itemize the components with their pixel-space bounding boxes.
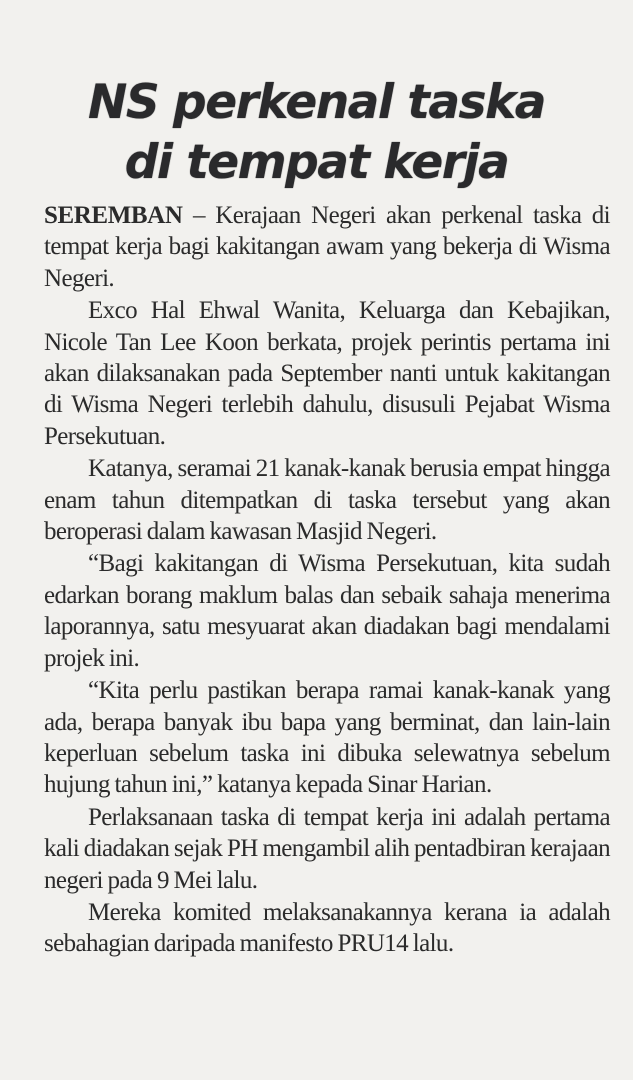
paragraph-3: Katanya, seramai 21 kanak-kanak berusia empat hingga enam tahun ditempatkan di taska tersebut yang akan beroperasi dalam kawasan Masjid Negeri. (44, 455, 610, 546)
paragraph-1-text: – Kerajaan Negeri akan perkenal taska di tempat kerja bagi kakitangan awam yang bekerja di Wisma Negeri. (44, 202, 611, 292)
paragraph-4: “Bagi kakitangan di Wisma Persekutuan, kita sudah edarkan borang maklum balas dan sebaik sahaja menerima laporannya, satu mesyuarat akan diadakan bagi mendalami projek ini. (44, 550, 610, 672)
paragraph-5: “Kita perlu pastikan berapa ramai kanak-kanak yang ada, berapa banyak ibu bapa yang berminat, dan lain-lain keperluan sebelum taska ini dibuka selewatnya sebelum hujung tahun ini,” katanya kepada Sinar Harian. (44, 677, 610, 799)
dateline: SEREMBAN (44, 202, 183, 229)
paragraph-6: Perlaksanaan taska di tempat kerja ini adalah pertama kali diadakan sejak PH mengambil alih pentadbiran kerajaan negeri pada 9 Mei lalu. (44, 803, 610, 894)
headline-line-1: NS perkenal taska (88, 75, 545, 131)
paragraph-1 (44, 200, 610, 294)
paragraph-7: Mereka komited melaksanakannya kerana ia adalah sebahagian daripada manifesto PRU14 lalu. (44, 898, 610, 958)
headline-line-2: di tempat kerja (124, 135, 509, 191)
article-body (44, 200, 610, 961)
paragraph-2: Exco Hal Ehwal Wanita, Keluarga dan Kebajikan, Nicole Tan Lee Koon berkata, projek perintis pertama ini akan dilaksanakan pada September nanti untuk kakitangan di Wisma Negeri terlebih dahulu, disusuli Pejabat Wisma Persekutuan. (44, 297, 610, 450)
headline (0, 73, 633, 193)
